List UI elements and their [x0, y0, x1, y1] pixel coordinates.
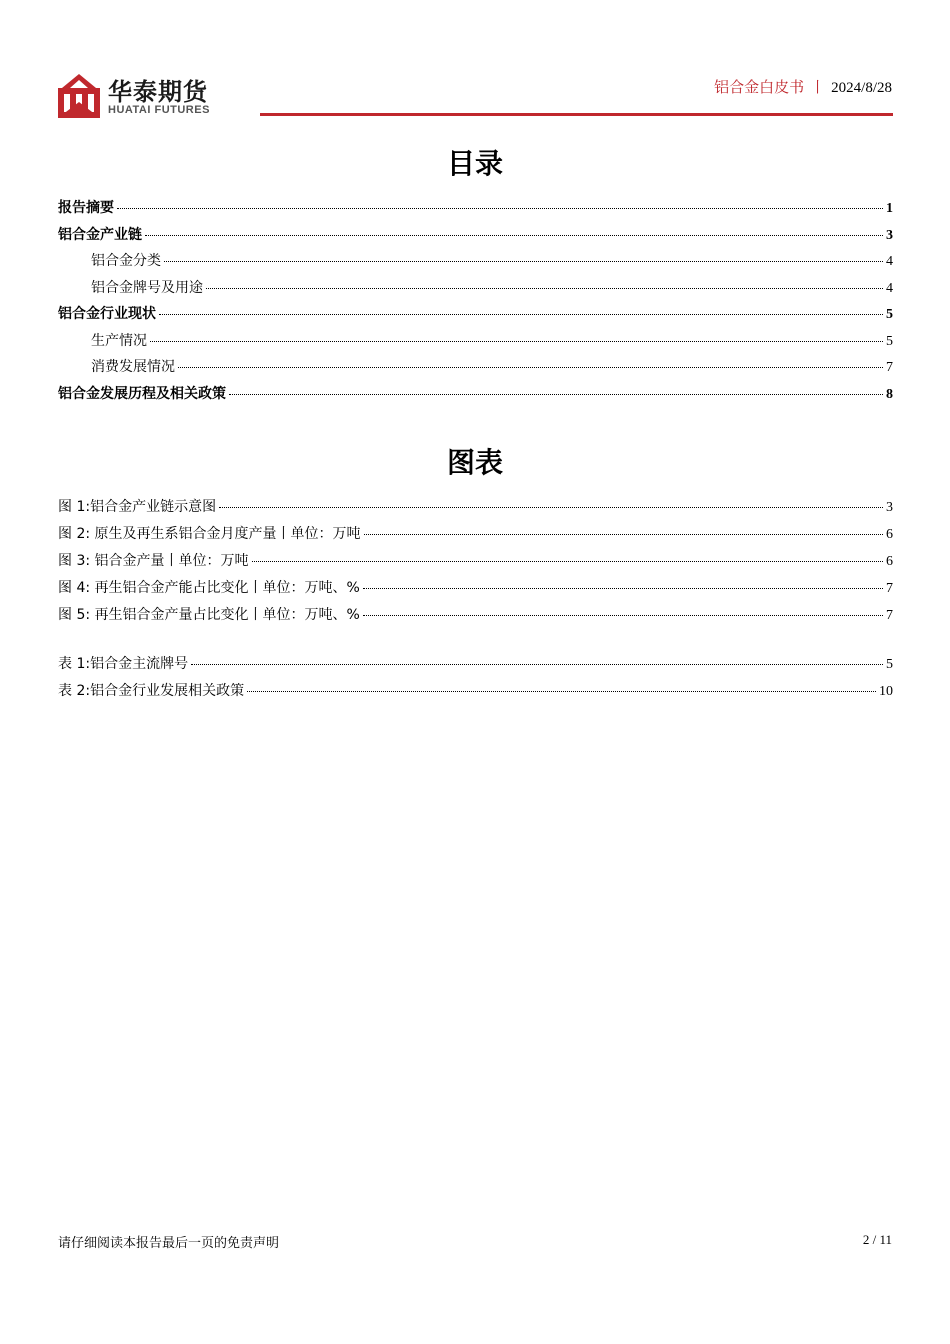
- figure-entry-4[interactable]: [58, 577, 893, 604]
- figure-entry-label: 图 5: 再生铝合金产量占比变化丨单位：万吨、%: [58, 607, 360, 623]
- table-entry-2[interactable]: [58, 680, 893, 707]
- logo-chinese-name: 华泰期货: [108, 78, 208, 106]
- figure-entry-page: 6: [886, 527, 893, 542]
- toc-entry-label: 铝合金行业现状: [58, 306, 156, 322]
- huatai-logo-icon: [58, 74, 100, 118]
- figure-entry-label: 图 1:铝合金产业链示意图: [58, 499, 217, 515]
- huatai-logo: [58, 72, 228, 120]
- toc-dot-leader: [145, 235, 883, 236]
- figure-entry-label: 图 4: 再生铝合金产能占比变化丨单位：万吨、%: [58, 580, 360, 596]
- toc-dot-leader: [164, 261, 883, 262]
- figure-entry-label: 图 2: 原生及再生系铝合金月度产量丨单位：万吨: [58, 526, 361, 542]
- figure-entry-5[interactable]: [58, 604, 893, 631]
- figure-entry-page: 3: [886, 500, 893, 515]
- toc-dot-leader: [252, 561, 883, 562]
- toc-dot-leader: [178, 367, 883, 368]
- toc-dot-leader: [363, 615, 883, 616]
- figure-entry-2[interactable]: [58, 523, 893, 550]
- toc-title: 目录: [446, 147, 503, 180]
- toc-dot-leader: [117, 208, 883, 209]
- toc-entry-label: 生产情况: [91, 332, 147, 349]
- disclaimer-notice: 请仔细阅读本报告最后一页的免责声明: [58, 1236, 280, 1251]
- document-date: 2024/8/28: [831, 80, 892, 96]
- toc-entry-industry-status[interactable]: [58, 303, 893, 330]
- table-of-contents: [58, 197, 893, 409]
- toc-entry-label: 铝合金产业链: [58, 226, 142, 243]
- table-entry-page: 10: [879, 684, 893, 699]
- table-entry-page: 5: [886, 657, 893, 672]
- toc-entry-production[interactable]: [58, 330, 893, 357]
- header-info: [714, 76, 892, 97]
- toc-dot-leader: [247, 691, 876, 692]
- toc-entry-page: 5: [886, 307, 893, 322]
- logo-english-name: HUATAI FUTURES: [108, 104, 210, 116]
- table-entry-1[interactable]: [58, 653, 893, 680]
- toc-entry-industry-chain[interactable]: [58, 224, 893, 251]
- toc-dot-leader: [229, 394, 883, 395]
- toc-entry-label: 报告摘要: [58, 200, 114, 216]
- toc-dot-leader: [219, 507, 883, 508]
- table-entry-label: 表 1:铝合金主流牌号: [58, 656, 189, 672]
- toc-entry-page: 7: [886, 360, 893, 375]
- table-entry-label: 表 2:铝合金行业发展相关政策: [58, 683, 245, 699]
- toc-dot-leader: [206, 288, 883, 289]
- toc-entry-page: 4: [886, 254, 893, 269]
- document-title: 铝合金白皮书: [714, 80, 805, 96]
- toc-entry-page: 4: [886, 280, 893, 296]
- header-divider: [260, 113, 893, 116]
- toc-entry-label: 铝合金牌号及用途: [91, 279, 203, 296]
- toc-entry-page: 8: [886, 386, 893, 402]
- figure-entry-label: 图 3: 铝合金产量丨单位：万吨: [58, 553, 249, 569]
- toc-entry-page: 5: [886, 333, 893, 349]
- figures-title: 图表: [446, 446, 503, 479]
- toc-dot-leader: [191, 664, 883, 665]
- toc-dot-leader: [364, 534, 883, 535]
- list-of-tables: [58, 653, 893, 707]
- toc-entry-grades-uses[interactable]: [58, 277, 893, 304]
- header-separator: 丨: [810, 80, 826, 96]
- figure-entry-page: 7: [886, 581, 893, 596]
- figure-entry-1[interactable]: [58, 496, 893, 523]
- figure-entry-page: 6: [886, 554, 893, 569]
- toc-entry-summary[interactable]: [58, 197, 893, 224]
- toc-entry-classification[interactable]: [58, 250, 893, 277]
- toc-dot-leader: [363, 588, 883, 589]
- toc-dot-leader: [150, 341, 883, 342]
- list-of-figures: [58, 496, 893, 631]
- figure-entry-page: 7: [886, 608, 893, 623]
- toc-entry-label: 铝合金分类: [91, 253, 161, 269]
- toc-entry-page: 3: [886, 227, 893, 243]
- page-number: 2 / 11: [862, 1232, 892, 1247]
- toc-entry-history-policy[interactable]: [58, 383, 893, 410]
- toc-entry-label: 铝合金发展历程及相关政策: [58, 385, 226, 402]
- toc-entry-consumption[interactable]: [58, 356, 893, 383]
- figure-entry-3[interactable]: [58, 550, 893, 577]
- toc-entry-page: 1: [886, 201, 893, 216]
- toc-entry-label: 消费发展情况: [91, 359, 175, 375]
- toc-dot-leader: [159, 314, 883, 315]
